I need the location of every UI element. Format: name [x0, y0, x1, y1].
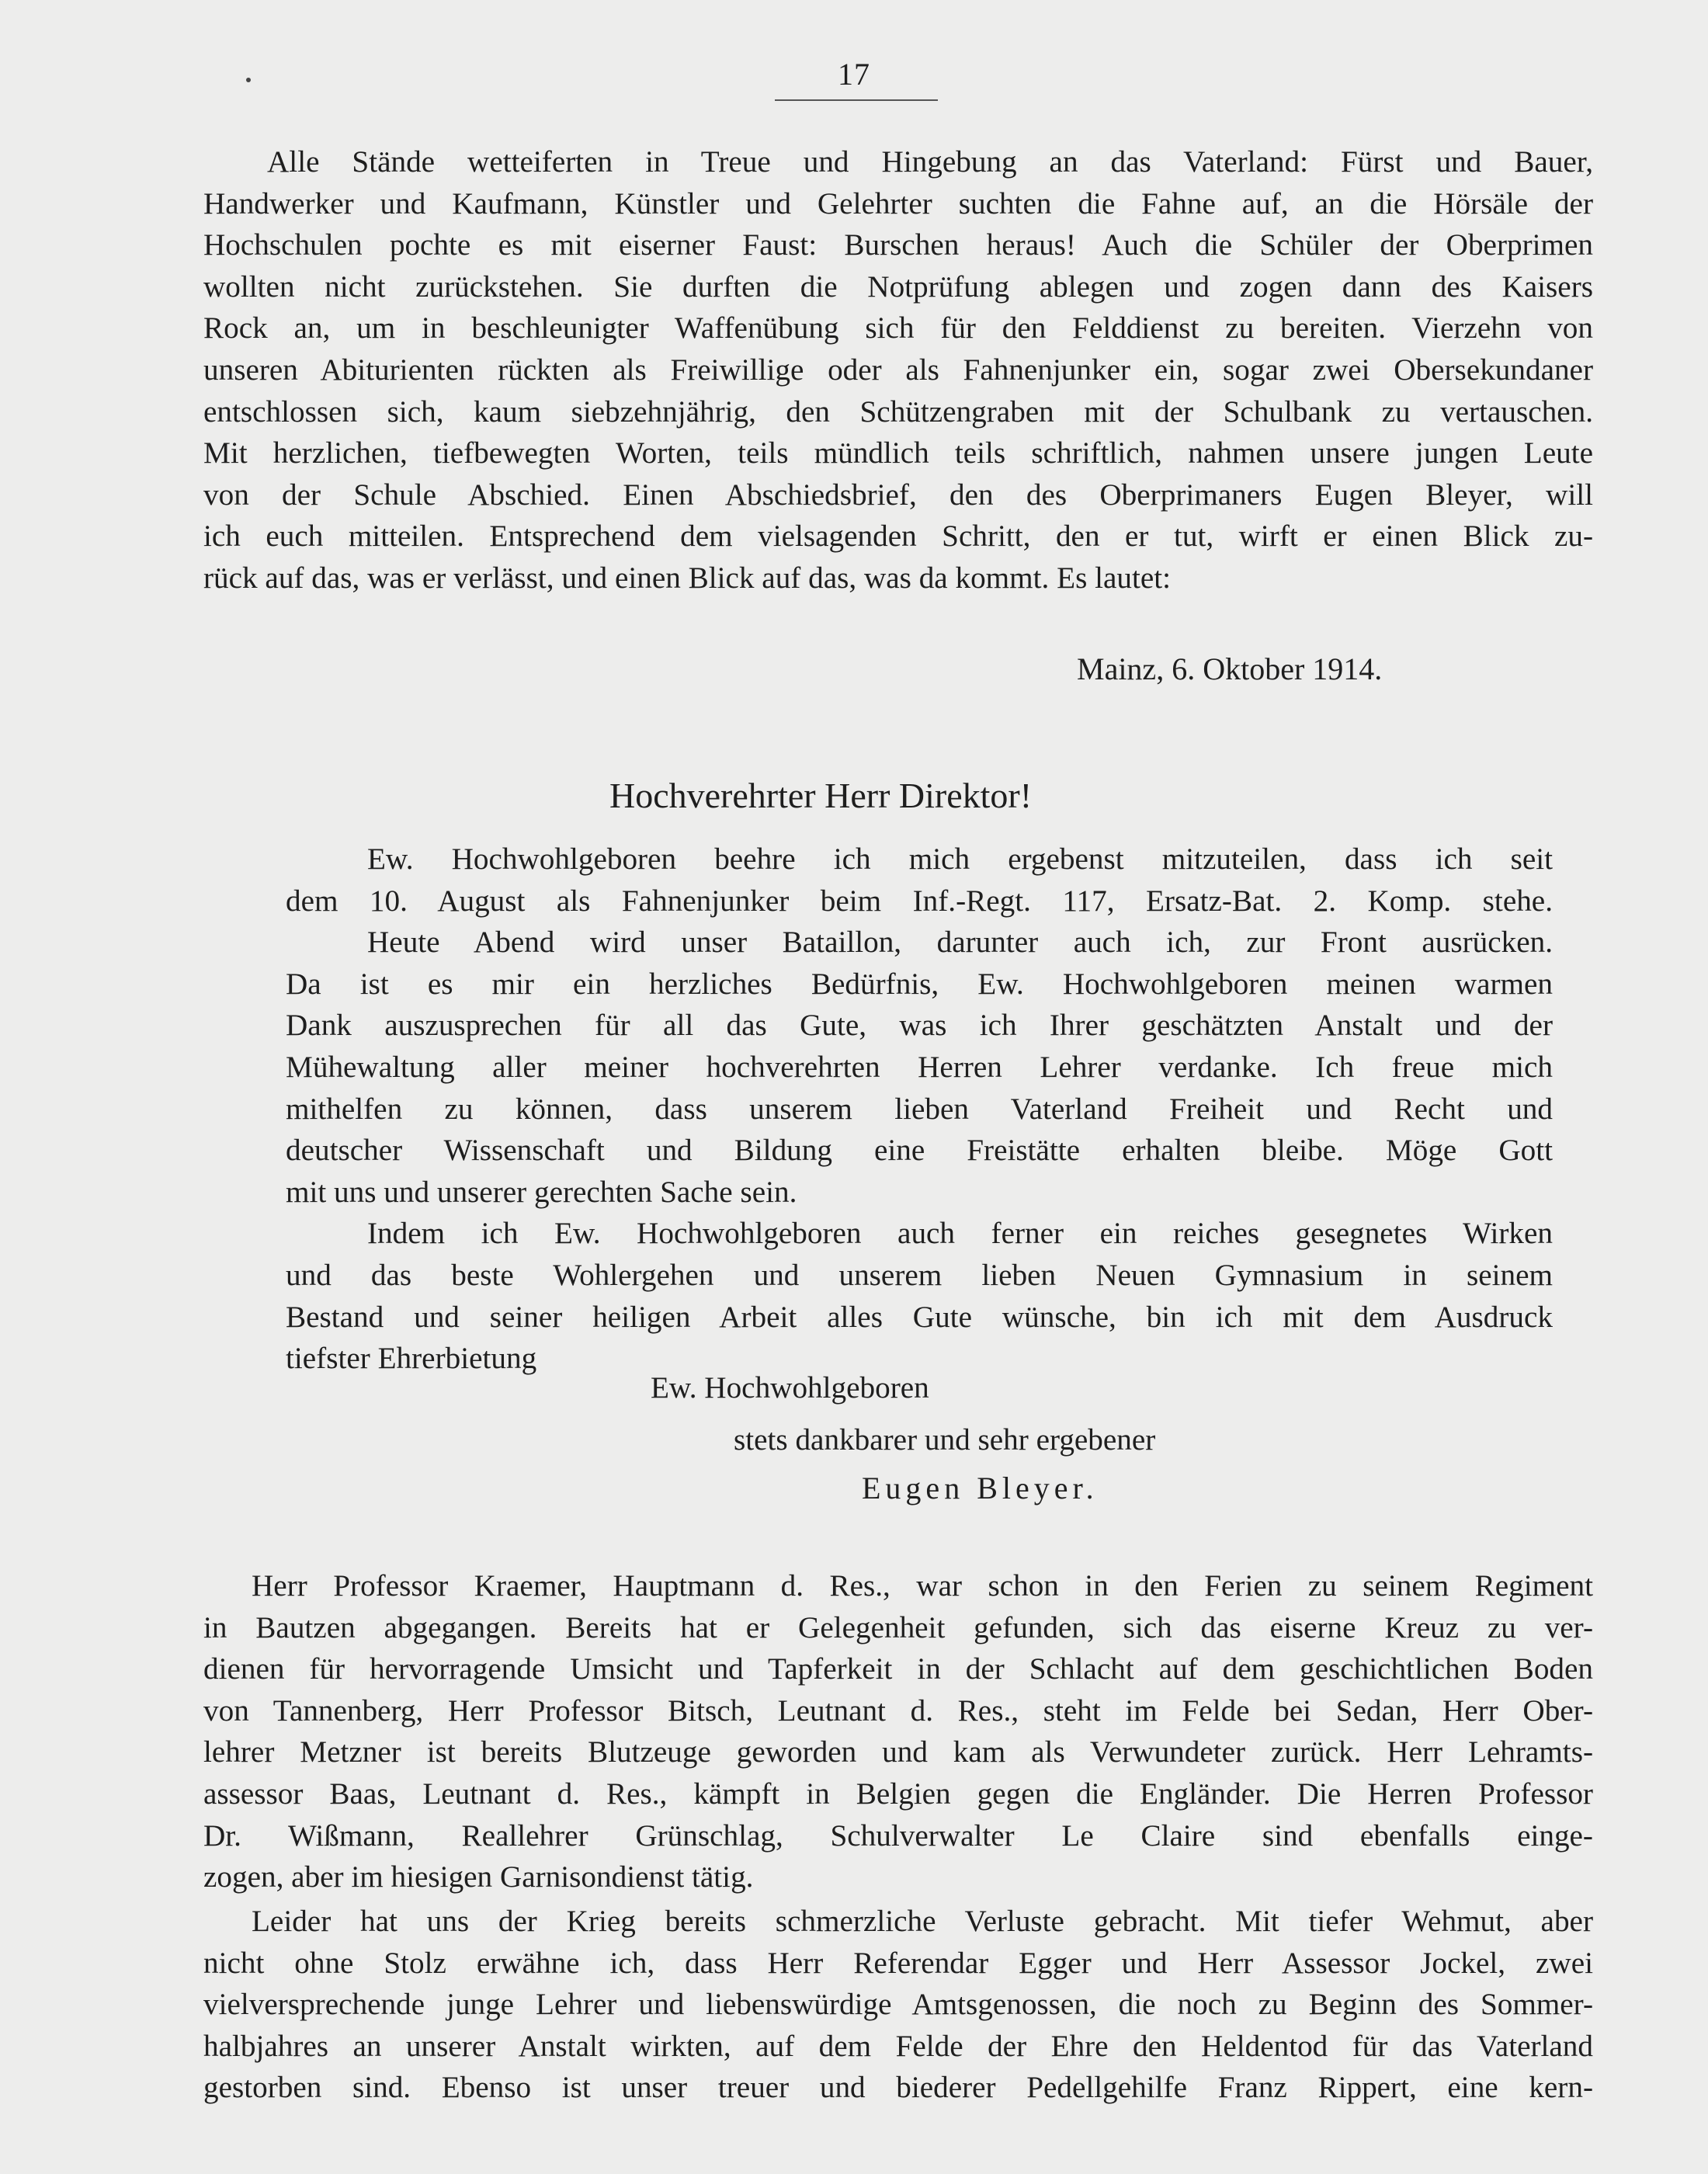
- text-line: assessor Baas, Leutnant d. Res., kämpft in Belgien gegen die Engländer. Die Herren Professor: [203, 1776, 1593, 1811]
- text-line: Hochschulen pochte es mit eiserner Faust: Burschen heraus! Auch die Schüler der Oberprimen: [203, 228, 1593, 262]
- text-line: Indem ich Ew. Hochwohlgeboren auch ferner ein reiches gesegnetes Wirken: [367, 1217, 1553, 1251]
- text-line: Mit herzlichen, tiefbewegten Worten, teils mündlich teils schriftlich, nahmen unsere jungen Leute: [203, 436, 1593, 471]
- text-line: Ew. Hochwohlgeboren beehre ich mich ergebenst mitzuteilen, dass ich seit: [367, 842, 1553, 876]
- text-line: zogen, aber im hiesigen Garnisondienst tätig.: [203, 1860, 754, 1894]
- letter-dateline: Mainz, 6. Oktober 1914.: [1077, 651, 1383, 686]
- text-line: Bestand und seiner heiligen Arbeit alles Gute wünsche, bin ich mit dem Ausdruck: [286, 1300, 1553, 1334]
- text-line: tiefster Ehrerbietung: [286, 1342, 537, 1376]
- text-line: von der Schule Abschied. Einen Abschiedsbrief, den des Oberprimaners Eugen Bleyer, will: [203, 478, 1593, 512]
- text-line: ich euch mitteilen. Entsprechend dem vielsagenden Schritt, den er tut, wirft er einen Blick zu-: [203, 519, 1593, 554]
- text-line: Handwerker und Kaufmann, Künstler und Gelehrter suchten die Fahne auf, an die Hörsäle der: [203, 186, 1593, 221]
- text-line: unseren Abiturienten rückten als Freiwillige oder als Fahnenjunker ein, sogar zwei Obersekundaner: [203, 352, 1593, 387]
- text-line: mithelfen zu können, dass unserem lieben Vaterland Freiheit und Recht und: [286, 1092, 1553, 1126]
- text-line: Dank auszusprechen für all das Gute, was ich Ihrer geschätzten Anstalt und der: [286, 1009, 1553, 1043]
- text-line: und das beste Wohlergehen und unserem lieben Neuen Gymnasium in seinem: [286, 1258, 1553, 1292]
- text-line: nicht ohne Stolz erwähne ich, dass Herr Referendar Egger und Herr Assessor Jockel, zwei: [203, 1946, 1593, 1980]
- page-number: 17: [838, 57, 870, 92]
- letter-salutation: Hochverehrter Herr Direktor!: [609, 776, 1033, 815]
- letter-closing-phrase: stets dankbarer und sehr ergebener: [734, 1423, 1156, 1457]
- page-number-rule: [775, 99, 938, 101]
- text-line: von Tannenberg, Herr Professor Bitsch, Leutnant d. Res., steht im Felde bei Sedan, Herr Ober-: [203, 1693, 1593, 1728]
- text-line: dienen für hervorragende Umsicht und Tapferkeit in der Schlacht auf dem geschichtlichen Boden: [203, 1652, 1593, 1686]
- text-line: Heute Abend wird unser Bataillon, darunter auch ich, zur Front ausrücken.: [367, 926, 1553, 960]
- text-line: gestorben sind. Ebenso ist unser treuer und biederer Pedellgehilfe Franz Rippert, eine kern-: [203, 2071, 1593, 2105]
- text-line: deutscher Wissenschaft und Bildung eine Freistätte erhalten bleibe. Möge Gott: [286, 1134, 1553, 1168]
- text-line: vielversprechende junge Lehrer und liebenswürdige Amtsgenossen, die noch zu Beginn des Sommer-: [203, 1988, 1593, 2022]
- scan-speck: [246, 78, 251, 82]
- letter-body: [286, 839, 1553, 1380]
- letter-signature: Eugen Bleyer.: [862, 1471, 1099, 1505]
- text-line: wollten nicht zurückstehen. Sie durften die Notprüfung ablegen und zogen dann des Kaisers: [203, 269, 1593, 304]
- text-line: rück auf das, was er verlässt, und einen Blick auf das, was da kommt. Es lautet:: [203, 561, 1172, 595]
- text-line: in Bautzen abgegangen. Bereits hat er Gelegenheit gefunden, sich das eiserne Kreuz zu ver-: [203, 1610, 1593, 1644]
- text-line: Alle Stände wetteiferten in Treue und Hingebung an das Vaterland: Fürst und Bauer,: [267, 145, 1593, 179]
- text-line: lehrer Metzner ist bereits Blutzeuge geworden und kam als Verwundeter zurück. Herr Lehramts-: [203, 1735, 1593, 1769]
- intro-paragraph-content: [203, 141, 1593, 599]
- text-line: dem 10. August als Fahnenjunker beim Inf.-Regt. 117, Ersatz-Bat. 2. Komp. stehe.: [286, 884, 1553, 918]
- text-line: Dr. Wißmann, Reallehrer Grünschlag, Schulverwalter Le Claire sind ebenfalls einge-: [203, 1818, 1593, 1853]
- text-line: mit uns und unserer gerechten Sache sein.: [286, 1175, 797, 1209]
- text-line: halbjahres an unserer Anstalt wirkten, auf dem Felde der Ehre den Heldentod für das Vaterland: [203, 2029, 1593, 2063]
- letter-closing-address: Ew. Hochwohlgeboren: [651, 1371, 929, 1405]
- losses-paragraph: [203, 1901, 1593, 2109]
- text-line: entschlossen sich, kaum siebzehnjährig, den Schützengraben mit der Schulbank zu vertauschen.: [203, 394, 1593, 429]
- text-line: Leider hat uns der Krieg bereits schmerzliche Verluste gebracht. Mit tiefer Wehmut, aber: [252, 1905, 1593, 1938]
- text-line: Da ist es mir ein herzliches Bedürfnis, Ew. Hochwohlgeboren meinen warmen: [286, 967, 1553, 1001]
- text-line: Mühewaltung aller meiner hochverehrten Herren Lehrer verdanke. Ich freue mich: [286, 1050, 1553, 1084]
- text-line: Rock an, um in beschleunigter Waffenübung sich für den Felddienst zu bereiten. Vierzehn von: [203, 311, 1593, 346]
- text-line: Herr Professor Kraemer, Hauptmann d. Res., war schon in den Ferien zu seinem Regiment: [252, 1569, 1593, 1603]
- teachers-paragraph: [203, 1565, 1593, 1898]
